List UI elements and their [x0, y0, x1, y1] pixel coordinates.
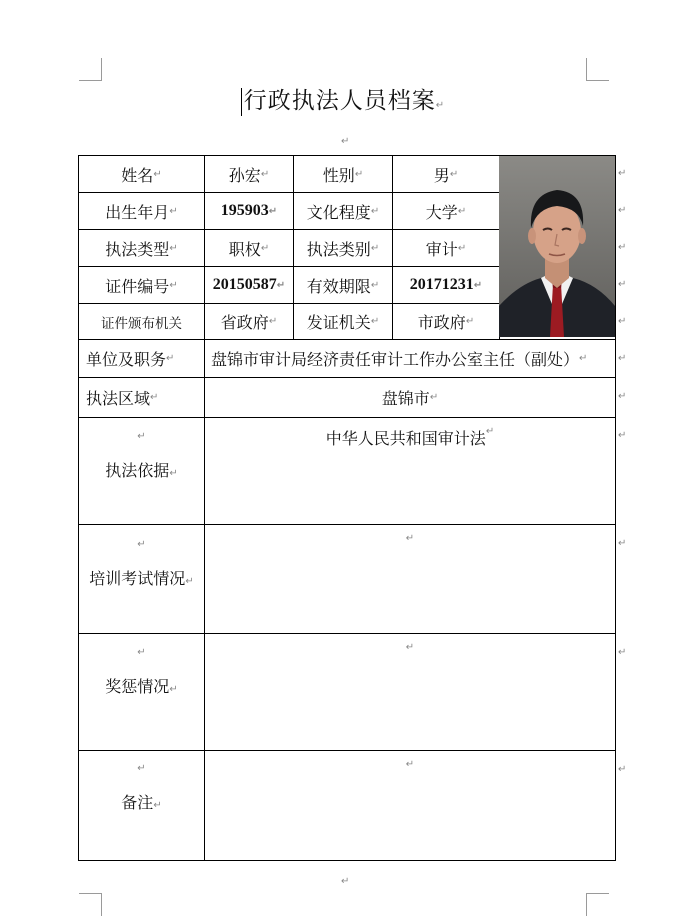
birth-label: 出生年月 ↵: [105, 202, 178, 222]
archive-table: [78, 155, 616, 861]
gender-value[interactable]: 男 ↵: [433, 165, 459, 185]
birth-value[interactable]: 195903 ↵: [220, 202, 278, 219]
enforcement-type-label: 执法类型 ↵: [105, 239, 178, 259]
row-end-mark-icon: ↵: [618, 391, 627, 402]
page-corner-mark: [79, 58, 102, 81]
area-value[interactable]: 盘锦市 ↵: [381, 389, 439, 408]
page-corner-mark: [586, 58, 609, 81]
row-end-mark-icon: ↵: [618, 430, 627, 441]
cert-no-label: 证件编号 ↵: [105, 276, 178, 296]
paragraph-mark-icon: ↵: [435, 100, 446, 111]
remarks-value[interactable]: ↵: [405, 759, 415, 770]
enforcement-type-value[interactable]: 职权 ↵: [228, 239, 270, 259]
name-value[interactable]: 孙宏 ↵: [228, 165, 270, 185]
row-end-mark-icon: ↵: [618, 538, 627, 549]
gender-label: 性别 ↵: [322, 165, 364, 185]
row-end-mark-icon: ↵: [618, 205, 627, 216]
row-end-mark-icon: ↵: [618, 764, 627, 775]
document-title[interactable]: [0, 82, 686, 116]
validity-value[interactable]: 20171231 ↵: [409, 276, 483, 293]
issuing-org-value[interactable]: 省政府 ↵: [220, 313, 278, 332]
remarks-label: ↵ 备注↵: [121, 762, 162, 812]
education-value[interactable]: 大学 ↵: [425, 202, 467, 222]
enforcement-category-label: 执法类别 ↵: [306, 239, 380, 259]
text-cursor: [241, 88, 242, 116]
row-end-mark-icon: ↵: [618, 353, 627, 364]
issuing-org-label: 证件颁布机关: [101, 315, 182, 332]
rewards-label: ↵ 奖惩情况↵: [105, 647, 178, 696]
cert-no-value[interactable]: 20150587 ↵: [212, 276, 286, 293]
row-end-mark-icon: ↵: [618, 168, 627, 179]
enforcement-category-value[interactable]: 审计 ↵: [425, 239, 467, 259]
cert-office-value[interactable]: 市政府 ↵: [417, 313, 475, 332]
unit-label: 单位及职务 ↵: [86, 350, 175, 369]
training-value[interactable]: ↵: [405, 533, 415, 544]
row-end-mark-icon: ↵: [618, 647, 627, 658]
row-end-mark-icon: ↵: [618, 279, 627, 290]
portrait-photo: [499, 156, 615, 337]
area-label: 执法区域 ↵: [86, 389, 159, 408]
cert-office-label: 发证机关 ↵: [306, 313, 380, 332]
row-end-mark-icon: ↵: [618, 242, 627, 253]
validity-label: 有效期限 ↵: [306, 276, 380, 296]
paragraph-mark-icon: ↵: [341, 136, 350, 147]
document-title-text: 行政执法人员档案: [243, 88, 436, 114]
name-label: 姓名 ↵: [121, 165, 162, 185]
rewards-value[interactable]: ↵: [405, 642, 415, 653]
basis-label: ↵ 执法依据↵: [105, 431, 178, 480]
basis-value[interactable]: 中华人民共和国审计法 ↵: [325, 426, 495, 448]
education-label: 文化程度 ↵: [306, 202, 380, 222]
unit-value[interactable]: 盘锦市审计局经济责任审计工作办公室主任（副处） ↵: [211, 350, 588, 369]
paragraph-mark-icon: ↵: [341, 876, 350, 887]
row-end-mark-icon: ↵: [618, 316, 627, 327]
training-label: ↵ 培训考试情况↵: [89, 539, 194, 588]
